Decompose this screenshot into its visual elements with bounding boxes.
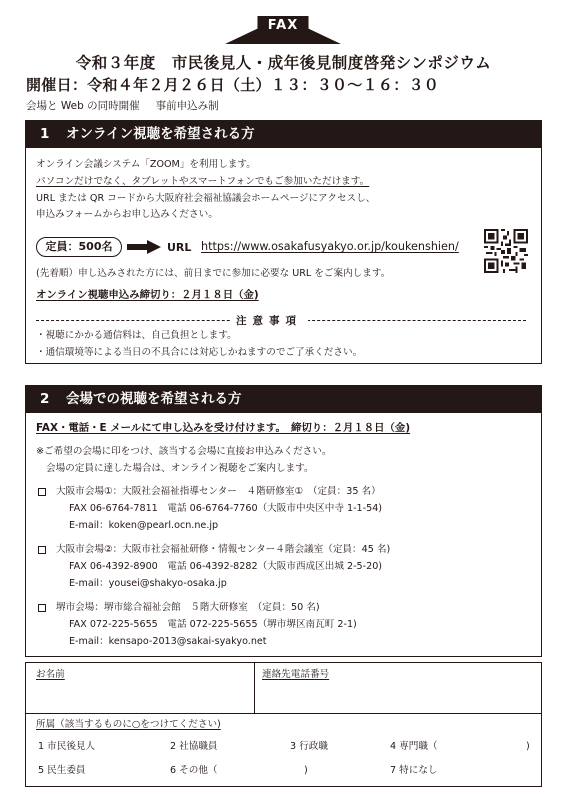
- event-format: [26, 98, 219, 113]
- fax-label: FAX: [267, 18, 299, 33]
- zoom-note: オンライン会議システム「ZOOM」を利用します。: [36, 159, 256, 170]
- notice-title: 注意事項: [230, 313, 308, 328]
- first-come-note: (先着順）申し込みされた方には、前日までに参加に必要な URL をご案内します。: [36, 268, 391, 279]
- capacity-badge: 定員：500名: [36, 237, 122, 257]
- venue-name: 堺市会場：堺市総合福祉会館 ５階大研修室 （定員：50 名): [56, 602, 320, 613]
- url-label: URL: [167, 241, 192, 254]
- arrow-right-icon: [127, 240, 161, 254]
- affiliation-option[interactable]: 3 行政職: [290, 741, 328, 752]
- access-note: URL または QR コードから大阪府社会福祉協議会ホームページにアクセスし、: [36, 193, 376, 204]
- venue-email[interactable]: E-mail：yousei@shakyo-osaka.jp: [69, 578, 227, 589]
- venue-email[interactable]: E-mail：koken@pearl.ocn.ne.jp: [69, 520, 219, 531]
- hybrid-note: 会場と Web の同時開催: [26, 100, 140, 112]
- venue-email[interactable]: E-mail：kensapo-2013@sakai-syakyo.net: [69, 636, 267, 647]
- notice-item: ・通信環境等による当日の不具合には対応しかねますのでご了承ください。: [36, 347, 363, 358]
- venue-application-methods: FAX・電話・E メールにて申し込みを受け付けます。 締切り：２月１８日（金): [36, 422, 411, 434]
- preregistration-note: 事前申込み制: [155, 100, 219, 112]
- paren-close: ): [304, 765, 308, 776]
- venue-checkbox[interactable]: [38, 488, 46, 496]
- affiliation-option[interactable]: 5 民生委員: [38, 765, 86, 776]
- affiliation-option[interactable]: 4 専門職（: [390, 741, 438, 752]
- affiliation-option[interactable]: 2 社協職員: [170, 741, 218, 752]
- name-field-label: お名前: [36, 669, 65, 680]
- section-online-header: [26, 121, 541, 148]
- phone-field[interactable]: [255, 682, 540, 710]
- qr-code-icon[interactable]: [484, 229, 528, 273]
- venue-contact: FAX 072-225-5655 電話 072-225-5655（堺市堺区南瓦町 2-1): [69, 619, 357, 630]
- venue-name: 大阪市会場②：大阪市社会福祉研修・情報センター４階会議室（定員：45 名): [56, 544, 391, 555]
- venue-contact: FAX 06-4392-8900 電話 06-4392-8282（大阪市西成区出城 2-5-20): [69, 561, 383, 572]
- venue-checkbox[interactable]: [38, 546, 46, 554]
- section-heading: オンライン視聴を希望される方: [66, 126, 255, 142]
- venue-contact: FAX 06-6764-7811 電話 06-6764-7760（大阪市中央区中寺 1-1-54): [69, 503, 383, 514]
- name-field[interactable]: [27, 682, 252, 710]
- section-number: 2: [40, 391, 50, 407]
- notice-item: ・視聴にかかる通信料は、自己負担とします。: [36, 330, 237, 341]
- section-venue-header: [26, 386, 541, 413]
- phone-field-label: 連絡先電話番号: [262, 669, 330, 680]
- online-deadline: オンライン視聴申込み締切り：２月１８日（金): [36, 289, 259, 301]
- apply-note: 申込みフォームからお申し込みください。: [36, 209, 218, 220]
- venue-name: 大阪市会場①：大阪社会福祉指導センター ４階研修室① （定員：35 名）: [56, 486, 381, 497]
- form-divider: [26, 713, 541, 714]
- paren-close: ): [526, 741, 530, 752]
- capacity-fallback-note: 会場の定員に達した場合は、オンライン視聴をご案内します。: [46, 463, 314, 474]
- venue-instruction: ※ご希望の会場に印をつけ、該当する会場に直接お申込みください。: [36, 446, 332, 457]
- affiliation-option[interactable]: 1 市民後見人: [38, 741, 96, 752]
- affiliation-option[interactable]: 7 特になし: [390, 765, 438, 776]
- device-note: パソコンだけでなく、タブレットやスマートフォンでもご参加いただけます。: [36, 176, 370, 187]
- registration-url-link[interactable]: https://www.osakafusyakyo.or.jp/koukenshien/: [201, 240, 459, 253]
- document-title: 令和３年度 市民後見人・成年後見制度啓発シンポジウム: [75, 54, 492, 72]
- fax-arrow-badge: [225, 16, 341, 44]
- section-number: 1: [40, 126, 50, 142]
- event-date: 開催日：令和４年２月２６日（土）１３：３０～１６：３０: [26, 76, 440, 94]
- affiliation-option[interactable]: 6 その他（: [170, 765, 218, 776]
- section-heading: 会場での視聴を希望される方: [66, 391, 242, 407]
- affiliation-label: 所属（該当するものに○をつけてください): [36, 719, 221, 730]
- venue-checkbox[interactable]: [38, 604, 46, 612]
